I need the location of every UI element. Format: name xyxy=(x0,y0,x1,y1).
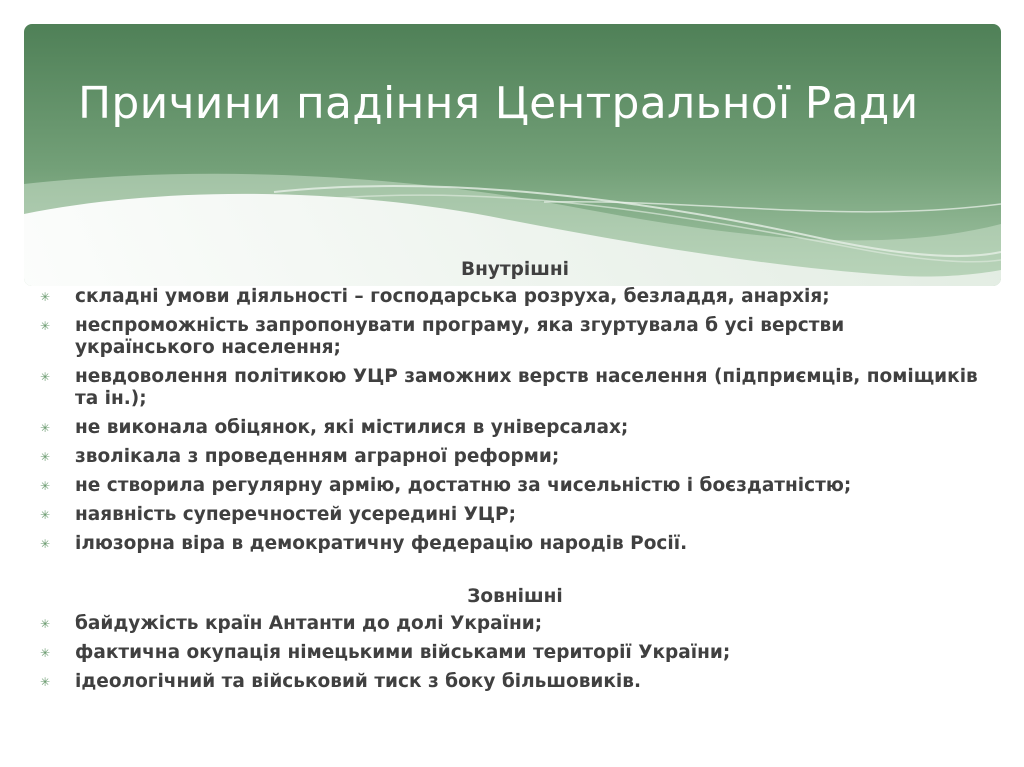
list-item: ✳ не створила регулярну армію, достатню за чисельністю і боєздатністю; xyxy=(40,475,852,496)
asterisk-icon: ✳ xyxy=(40,421,51,435)
list-item: ✳ байдужість країн Антанти до долі України; xyxy=(40,613,543,634)
list-item: ✳ складні умови діяльності – господарська розруха, безладдя, анархія; xyxy=(40,286,830,307)
asterisk-icon: ✳ xyxy=(40,646,51,660)
list-item: ✳ фактична окупація німецькими військами території України; xyxy=(40,642,731,663)
asterisk-icon: ✳ xyxy=(40,370,51,384)
list-item: ✳ наявність суперечностей усередині УЦР; xyxy=(40,504,516,525)
list-item: ✳ не виконала обіцянок, які містилися в універсалах; xyxy=(40,417,629,438)
asterisk-icon: ✳ xyxy=(40,508,51,522)
asterisk-icon: ✳ xyxy=(40,537,51,551)
list-item: ✳ неспроможність запропонувати програму, яка згуртувала б усі верстви українського населення; xyxy=(40,315,845,358)
slide-content xyxy=(40,258,990,700)
asterisk-icon: ✳ xyxy=(40,617,51,631)
list-item: ✳ невдоволення політикою УЦР заможних верств населення (підприємців, поміщиків та ін.); xyxy=(40,366,978,409)
header-background xyxy=(24,24,1001,286)
list-item: ✳ зволікала з проведенням аграрної реформи; xyxy=(40,446,560,467)
external-causes-list xyxy=(40,613,990,693)
section-heading-internal: Внутрішні xyxy=(460,259,570,280)
header-wave-graphic xyxy=(24,24,1001,286)
asterisk-icon: ✳ xyxy=(40,319,51,333)
asterisk-icon: ✳ xyxy=(40,450,51,464)
asterisk-icon: ✳ xyxy=(40,675,51,689)
asterisk-icon: ✳ xyxy=(40,479,51,493)
list-item: ✳ ідеологічний та військовий тиск з боку більшовиків. xyxy=(40,671,642,692)
internal-causes-list xyxy=(40,286,990,555)
slide-title: Причини падіння Центральної Ради xyxy=(78,78,919,129)
asterisk-icon: ✳ xyxy=(40,290,51,304)
list-item: ✳ ілюзорна віра в демократичну федерацію народів Росії. xyxy=(40,533,688,554)
section-heading-external: Зовнішні xyxy=(467,586,563,607)
